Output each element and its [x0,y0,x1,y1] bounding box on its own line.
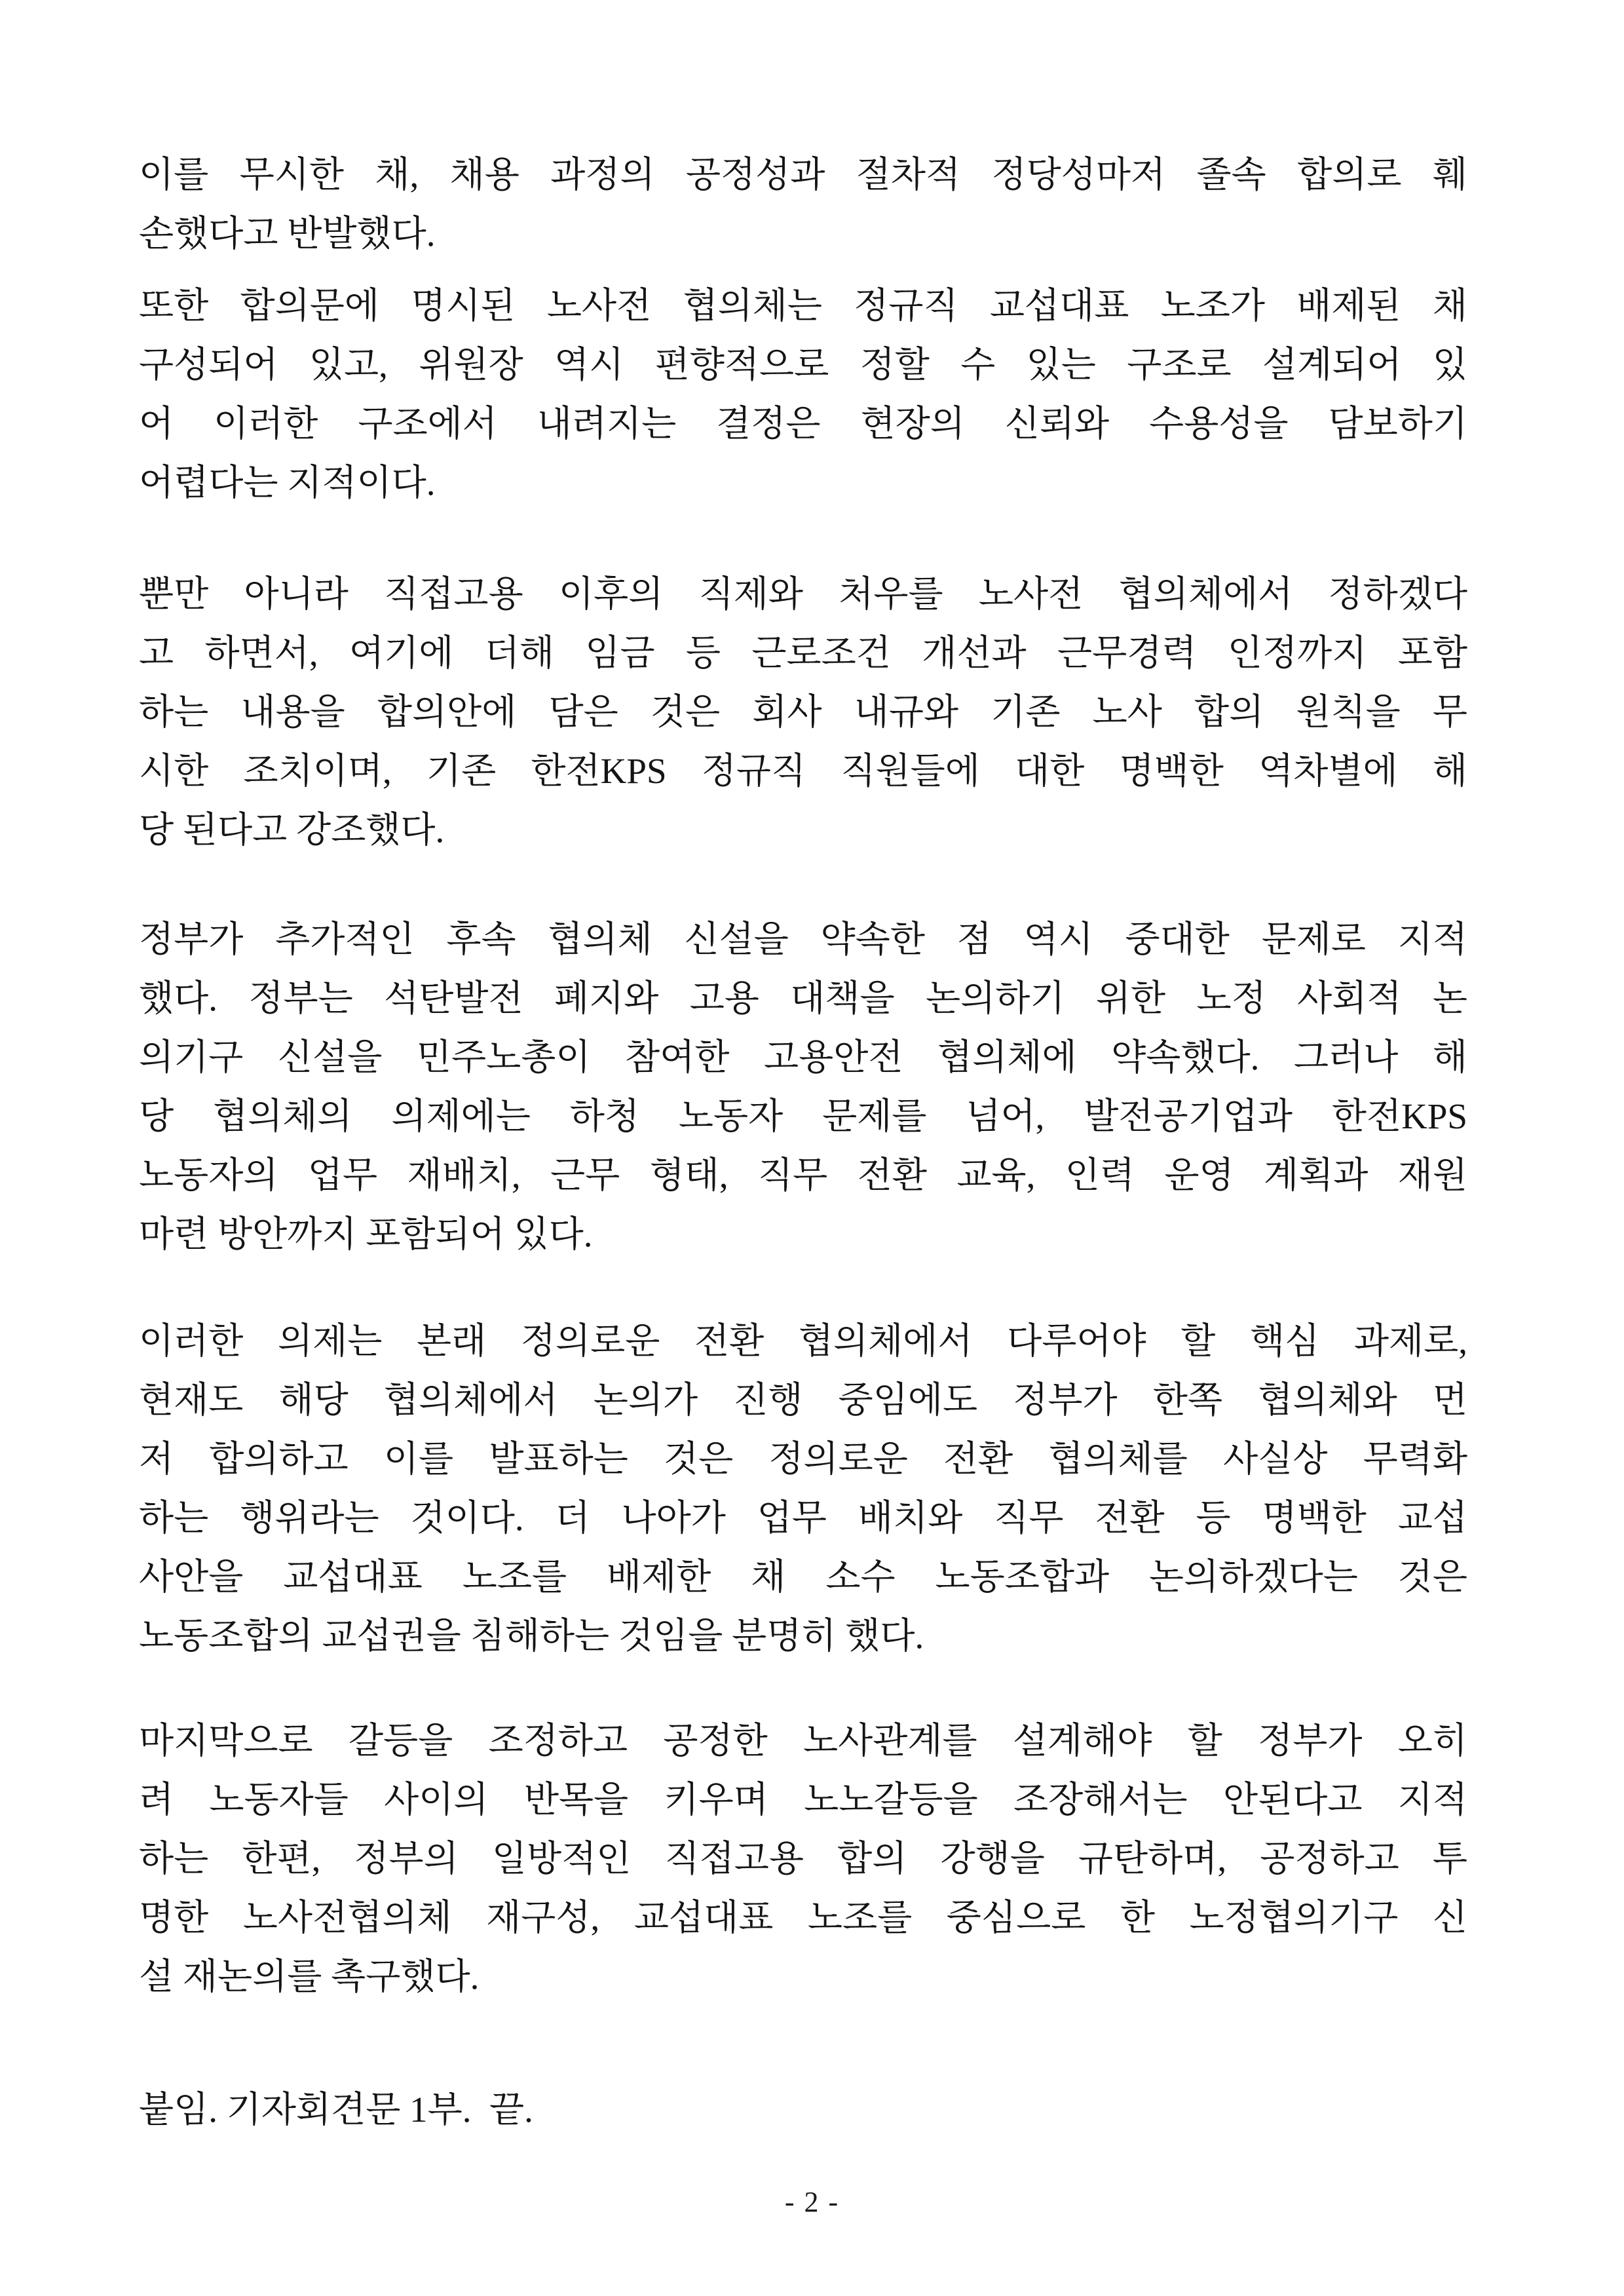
text-line: 의기구 신설을 민주노총이 참여한 고용안전 협의체에 약속했다. 그러나 해 [139,1037,1467,1077]
text-line: 저 합의하고 이를 발표하는 것은 정의로운 전환 협의체를 사실상 무력화 [139,1439,1467,1479]
text-line: 하는 한편, 정부의 일방적인 직접고용 합의 강행을 규탄하며, 공정하고 투 [139,1839,1467,1879]
page-footer [0,2186,1624,2219]
text-line: 어렵다는 지적이다. [139,463,436,503]
text-line: 또한 합의문에 명시된 노사전 협의체는 정규직 교섭대표 노조가 배제된 채 [139,286,1467,326]
text-line: 마지막으로 갈등을 조정하고 공정한 노사관계를 설계해야 할 정부가 오히 [139,1721,1467,1761]
text-line: 이를 무시한 채, 채용 과정의 공정성과 절차적 정당성마저 졸속 합의로 훼 [139,155,1467,195]
text-line: 명한 노사전협의체 재구성, 교섭대표 노조를 중심으로 한 노정협의기구 신 [139,1898,1467,1938]
attachment-note [139,2080,1467,2139]
text-line: 붙임. 기자회견문 1부. 끝. [139,2090,533,2130]
text-line: 노동자의 업무 재배치, 근무 형태, 직무 전환 교육, 인력 운영 계획과 재원 [139,1155,1467,1195]
text-line: 설 재논의를 촉구했다. [139,1957,480,1997]
text-line: 당 협의체의 의제에는 하청 노동자 문제를 넘어, 발전공기업과 한전KPS [139,1096,1467,1136]
text-line: 했다. 정부는 석탄발전 폐지와 고용 대책을 논의하기 위한 노정 사회적 논 [139,978,1467,1018]
text-line: 시한 조치이며, 기존 한전KPS 정규직 직원들에 대한 명백한 역차별에 해 [139,751,1467,791]
text-line: 이러한 의제는 본래 정의로운 전환 협의체에서 다루어야 할 핵심 과제로, [139,1321,1467,1361]
paragraph-5 [139,1312,1467,1666]
text-line: 어 이러한 구조에서 내려지는 결정은 현장의 신뢰와 수용성을 담보하기 [139,404,1467,444]
text-line: 마련 방안까지 포함되어 있다. [139,1214,593,1254]
paragraph-2 [139,277,1467,512]
paragraph-6 [139,1712,1467,2006]
text-line: 정부가 추가적인 후속 협의체 신설을 약속한 점 역시 중대한 문제로 지적 [139,919,1467,959]
text-line: 손했다고 반발했다. [139,214,436,254]
text-line: 구성되어 있고, 위원장 역시 편향적으로 정할 수 있는 구조로 설계되어 있 [139,345,1467,385]
text-line: 하는 내용을 합의안에 담은 것은 회사 내규와 기존 노사 합의 원칙을 무 [139,692,1467,732]
text-line: 노동조합의 교섭권을 침해하는 것임을 분명히 했다. [139,1616,924,1656]
text-line: 사안을 교섭대표 노조를 배제한 채 소수 노동조합과 논의하겠다는 것은 [139,1557,1467,1597]
text-line: 하는 행위라는 것이다. 더 나아가 업무 배치와 직무 전환 등 명백한 교섭 [139,1498,1467,1538]
text-line: 려 노동자들 사이의 반목을 키우며 노노갈등을 조장해서는 안된다고 지적 [139,1780,1467,1820]
text-line: 당 된다고 강조했다. [139,810,445,850]
paragraph-3 [139,565,1467,860]
text-line: 고 하면서, 여기에 더해 임금 등 근로조건 개선과 근무경력 인정까지 포함 [139,633,1467,673]
document-body [139,0,1467,2139]
paragraph-1 [139,145,1467,263]
page-number: - 2 - [784,2186,840,2218]
paragraph-4 [139,910,1467,1264]
text-line: 현재도 해당 협의체에서 논의가 진행 중임에도 정부가 한쪽 협의체와 먼 [139,1380,1467,1420]
text-line: 뿐만 아니라 직접고용 이후의 직제와 처우를 노사전 협의체에서 정하겠다 [139,574,1467,614]
